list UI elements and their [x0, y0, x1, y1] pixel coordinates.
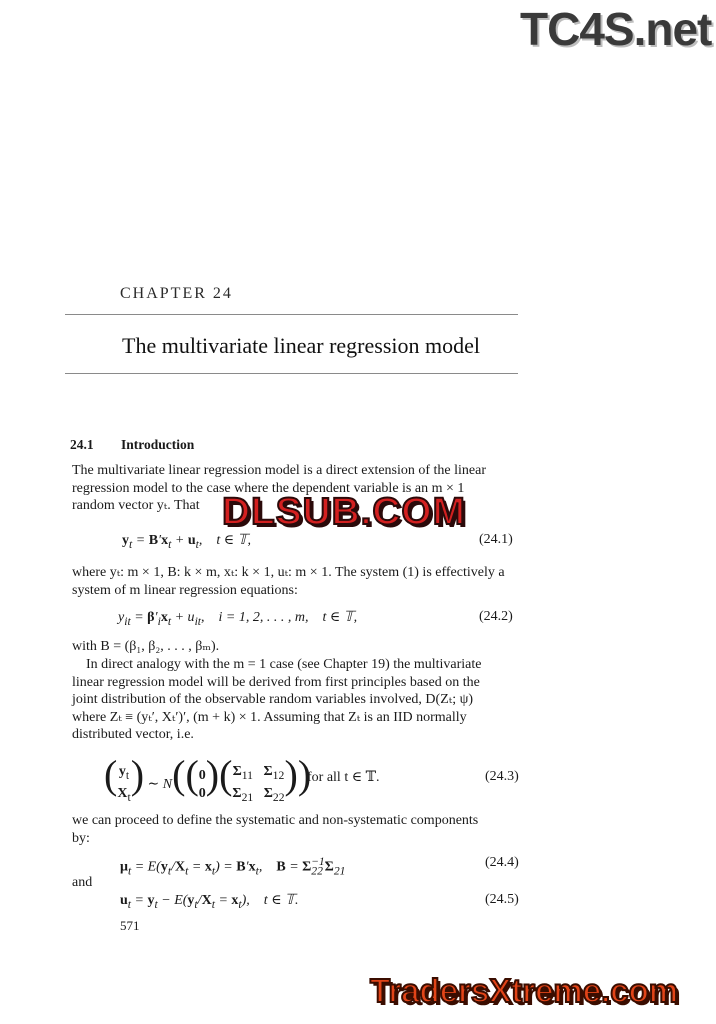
text-line: where Zₜ ≡ (yₜ′, Xₜ′)′, (m + k) × 1. Assuming that Zₜ is an IID normally	[72, 709, 467, 725]
equation-24-4: $\mu_t = E(y_t/X_t = x_t) = B'x_t$, $B = \Sigma_{22}^{-1}\Sigma_{21}$	[120, 855, 346, 878]
section-title: Introduction	[121, 437, 195, 452]
paragraph-dimensions	[72, 564, 519, 599]
equation-number: (24.2)	[479, 609, 513, 624]
equation-number: (24.1)	[479, 532, 513, 547]
section-number: 24.1	[70, 437, 94, 452]
page-number: 571	[120, 918, 140, 933]
chapter-label: CHAPTER 24	[120, 285, 233, 302]
watermark-top: TC4S.net	[520, 3, 712, 55]
text-line: joint distribution of the observable random variables involved, D(Zₜ; ψ)	[72, 692, 474, 707]
divider-bottom	[65, 373, 518, 374]
text-line: by:	[72, 830, 90, 846]
paragraph-systematic	[72, 812, 519, 847]
paragraph-analogy	[72, 656, 519, 744]
text-line: The multivariate linear regression model is a direct extension of the linear	[72, 463, 487, 478]
equation-number: (24.5)	[485, 892, 519, 907]
text-line: random vector yₜ. That	[72, 498, 200, 513]
equation-24-1: $y_t = B'x_t + u_t$, t ∈ 𝕋,	[122, 533, 252, 551]
paragraph-with	[72, 638, 519, 656]
text-line: with B = (β₁, β₂, . . . , βₘ).	[72, 639, 220, 654]
equation-number: (24.3)	[485, 769, 519, 784]
divider-top	[65, 314, 518, 315]
connector-word: and	[72, 875, 93, 890]
equation-24-2: $y_{it} = \beta'_ix_t + u_{it}$, i = 1, 2, . . . , m, t ∈ 𝕋,	[118, 610, 358, 628]
equation-24-5: $u_t = y_t - E(y_t/X_t = x_t)$, t ∈ 𝕋.	[120, 893, 299, 911]
text-line: linear regression model will be derived from first principles based on the	[72, 674, 480, 690]
equation-24-3: ( $y_t$ $X_t$) ∼ N((0 $0)(\Sigma_{11}$ $\Sigma_{12}$ $\Sigma_{21}$ $\Sigma_{22}$))	[104, 752, 312, 804]
equation-number: (24.4)	[485, 855, 519, 870]
equation-tail: for all t ∈ 𝕋.	[307, 770, 380, 785]
text-line: regression model to the case where the dependent variable is an m × 1	[72, 480, 465, 496]
watermark-bottom: TradersXtreme.com	[370, 972, 679, 1009]
text-line: distributed vector, i.e.	[72, 727, 194, 742]
text-line: we can proceed to define the systematic and non-systematic components	[72, 813, 479, 828]
watermark-middle: DLSUB.COM	[222, 491, 466, 533]
text-line: In direct analogy with the m = 1 case (see Chapter 19) the multivariate	[86, 657, 482, 672]
chapter-title: The multivariate linear regression model	[122, 333, 480, 358]
text-line: system of m linear regression equations:	[72, 582, 298, 598]
text-line: where yₜ: m × 1, B: k × m, xₜ: k × 1, uₜ: m × 1. The system (1) is effectively a	[72, 565, 505, 580]
